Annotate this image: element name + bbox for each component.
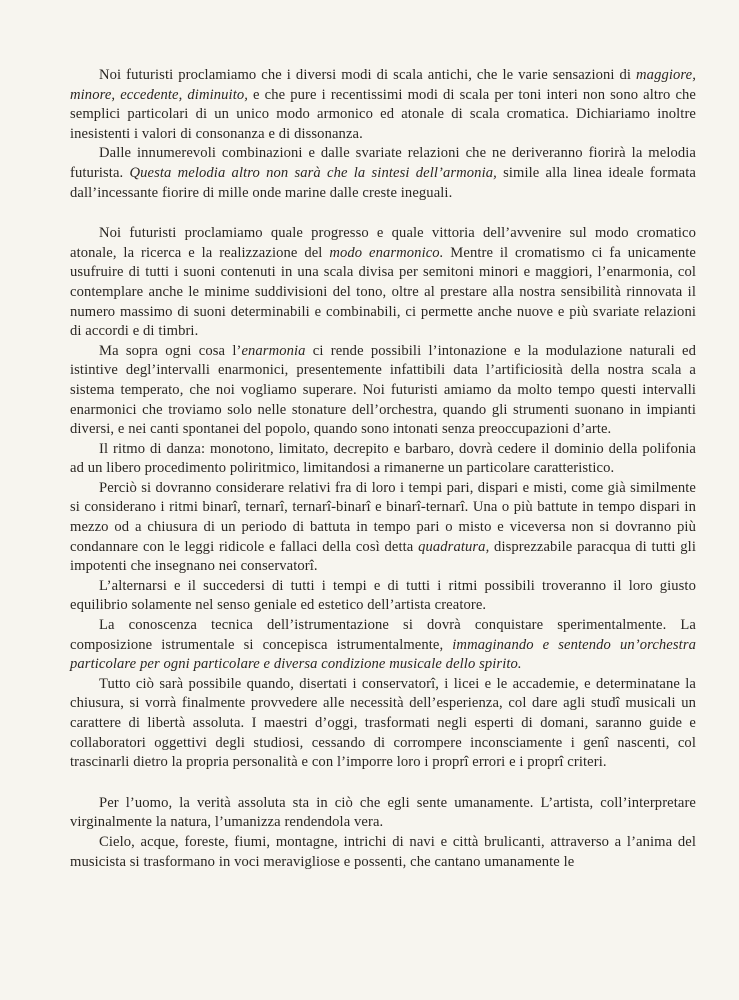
italic-phrase: immaginando e sentendo un’orchestra particolare per ogni particolare e diversa condizione musicale dello spirito. [70, 636, 696, 673]
text-block [70, 224, 696, 773]
paragraph [70, 833, 696, 872]
text-run: Noi futuristi proclamiamo che i diversi modi di scala antichi, che le varie sensazioni di [99, 67, 637, 83]
text-run: La conoscenza tecnica dell’istrumentazione si dovrà conquistare sperimentalmente. La composizione istrumentale si concepisca istrumentalmente, [70, 617, 696, 653]
text-run: Per l’uomo, la verità assoluta sta in ciò che egli sente umanamente. L’artista, coll’interpretare virginalmente la natura, l’umanizza rendendola vera. [70, 794, 696, 831]
italic-phrase: maggiore, minore, eccedente, diminuito, [70, 67, 696, 103]
text-run: Dalle innumerevoli combinazioni e dalle svariate relazioni che ne deriveranno fiorirà la melodia futurista. [70, 145, 696, 181]
italic-phrase: modo enarmonico. [329, 244, 444, 261]
paragraph [70, 616, 696, 675]
paragraph [70, 66, 696, 144]
text-run: e che pure i recentissimi modi di scala per toni interi non sono altro che semplici particolari di un unico modo armonico ed atonale di scala cromatica. Dichiariamo inoltre inesistenti i valori di consonanza e di dissonanza. [70, 86, 696, 142]
paragraph [70, 144, 696, 203]
text-run: Tutto ciò sarà possibile quando, disertati i conservatorî, i licei e le accademie, e determinatane la chiusura, si vorrà finalmente provvedere alle necessità dell’esperienza, col dare agli studî musicali un carattere di libertà assoluta. I maestri d’oggi, trasformati negli esperti di domani, saranno guide e collaboratori oggettivi degli studiosi, cessando di corrompere inconsciamente i genî nascenti, col trascinarli dietro la propria personalità e con l’imporre loro i proprî errori e i proprî criteri. [70, 675, 696, 771]
italic-phrase: quadratura, [418, 538, 490, 555]
text-run: disprezzabile paracqua di tutti gli impotenti che insegnano nei conservatorî. [70, 538, 696, 575]
text-run: Mentre il cromatismo ci fa unicamente usufruire di tutti i suoni contenuti in una scala divisa per semitoni minori e maggiori, l’enarmonia, col contemplare anche le minime suddivisioni del tono, oltre al prestare alla nostra sensibilità rinnovata il numero massimo di suoni determinabili e combinabili, ci permette anche nuove e più svariate relazioni di accordi e di timbri. [70, 244, 696, 340]
paragraph [70, 577, 696, 616]
italic-phrase: enarmonia [241, 342, 306, 359]
paragraph [70, 342, 696, 440]
text-block [70, 66, 696, 203]
text-run: Il ritmo di danza: monotono, limitato, decrepito e barbaro, dovrà cedere il dominio della polifonia ad un libero procedimento poliritmico, limitandosi a rimanerne un particolare caratteristico. [70, 440, 696, 477]
text-run: Ma sopra ogni cosa l’ [99, 342, 242, 359]
text-run: ci rende possibili l’intonazione e la modulazione naturali ed istintive degl’intervalli enarmonici, presentemente infattibili data l’artificiosità della nostra scala a sistema temperato, che noi vogliamo superare. Noi futuristi amiamo da molto tempo questi intervalli enarmonici che troviamo solo nelle stonature dell’orchestra, quando gli strumenti suonano in impianti diversi, e nei canti spontanei del popolo, quando sono intonati senza preoccupazioni d’arte. [70, 342, 696, 438]
text-run: L’alternarsi e il succedersi di tutti i tempi e di tutti i ritmi possibili troveranno il loro giusto equilibrio solamente nel senso geniale ed estetico dell’artista creatore. [70, 577, 696, 614]
text-run: Perciò si dovranno considerare relativi fra di loro i tempi pari, dispari e misti, come già similmente si considerano i ritmi binarî, ternarî, ternarî-binarî e binarî-ternarî. Una o più battute in tempo dispari in mezzo od a chiusura di un periodo di battuta in tempo pari o misto e viceversa non si dovranno più condannare con le leggi ridicole e fallaci della così detta [70, 479, 696, 555]
text-run: Cielo, acque, foreste, fiumi, montagne, intrichi di navi e città brulicanti, attraverso a l’anima del musicista si trasformano in voci meravigliose e possenti, che cantano umanamente le [70, 833, 696, 870]
paragraph [70, 440, 696, 479]
paragraph [70, 794, 696, 833]
text-run: Noi futuristi proclamiamo quale progresso e quale vittoria dell’avvenire sul modo cromatico atonale, la ricerca e la realizzazione del [70, 225, 696, 261]
paragraph [70, 224, 696, 342]
text-run: simile alla linea ideale formata dall’incessante fiorire di mille onde marine dalle creste ineguali. [70, 164, 696, 201]
italic-phrase: Questa melodia altro non sarà che la sintesi dell’armonia, [129, 164, 497, 181]
paragraph [70, 479, 696, 577]
text-block [70, 794, 696, 872]
paragraph [70, 675, 696, 773]
